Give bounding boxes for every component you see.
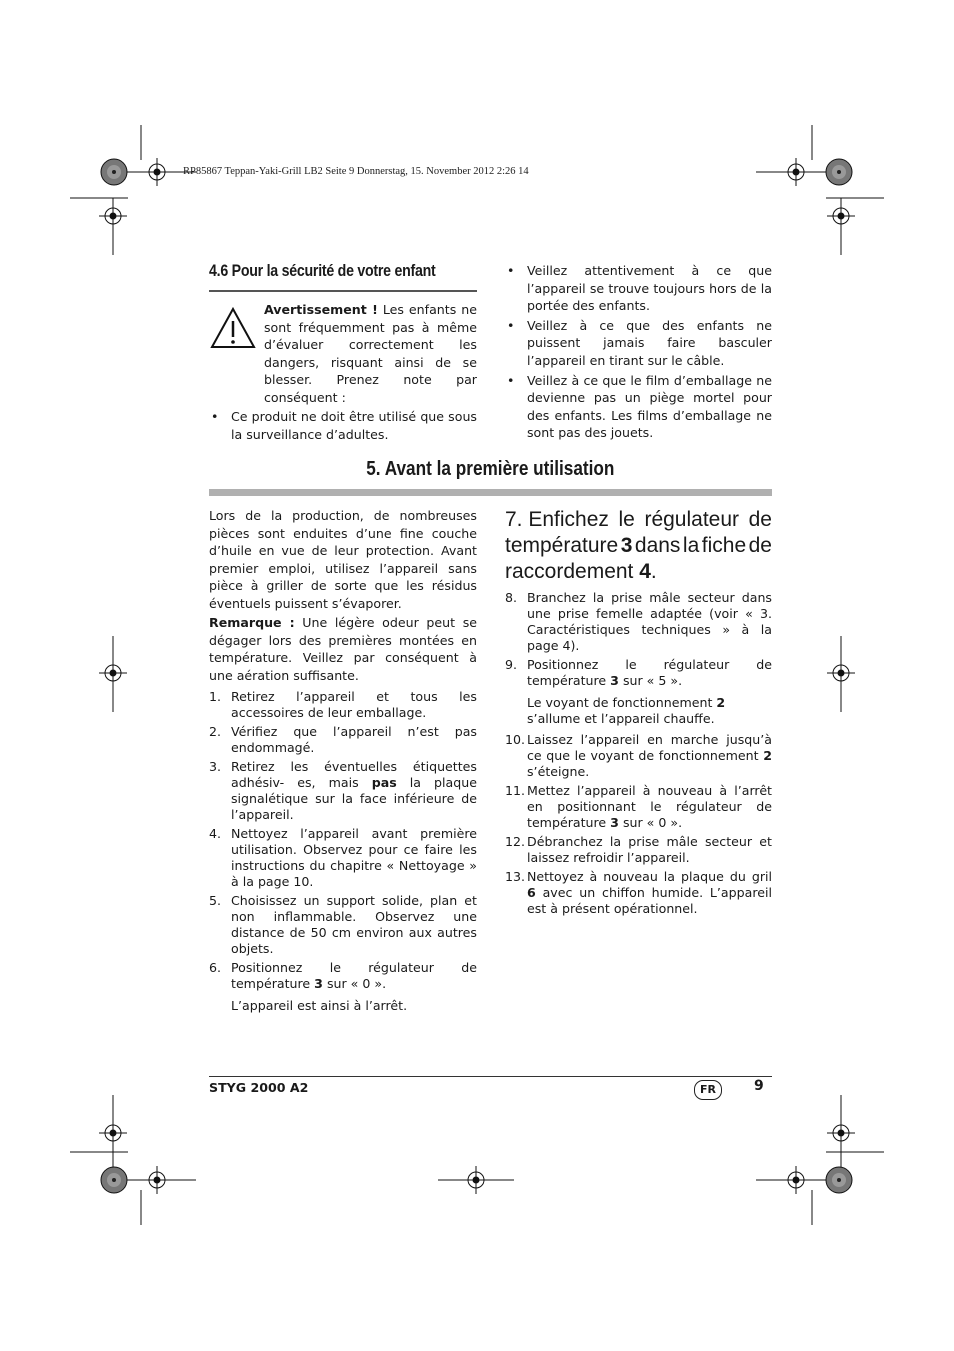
step-7-bold: 4	[639, 560, 651, 583]
step-number: 11.	[505, 783, 526, 798]
step-text: Positionnez le régulateur de température	[231, 960, 477, 991]
list-item	[505, 834, 772, 866]
step-text: Retirez les éventuelles étiquettes adhésiv- es, mais	[231, 759, 477, 790]
step-bold: 3	[610, 815, 619, 830]
step-7-line	[505, 507, 772, 533]
step-text: Nettoyez l’appareil avant première utilisation. Observez pour ce faire les instructions du chapitre « Nettoyage » à la page 10.	[231, 826, 477, 889]
step-7-bold: 3	[620, 534, 633, 557]
heading-rule	[209, 290, 477, 292]
footer-rule	[209, 1076, 772, 1077]
note-lead: Remarque :	[209, 615, 295, 630]
step-7-word: raccordement	[505, 560, 640, 583]
section-heading-4-6: 4.6 Pour la sécurité de votre enfant	[209, 262, 436, 280]
step-note: L’appareil est ainsi à l’arrêt.	[231, 998, 408, 1013]
step-7-word: .	[650, 560, 657, 583]
intro-paragraph: Lors de la production, de nombreuses pièces sont enduites d’une fine couche d’huile en vue de leur protection. Avant premier emploi, utilisez l’appareil sans pièce à griller de sorte que les résidus éventuels puissent s’évaporer.	[209, 508, 477, 611]
step-bold: 2	[716, 695, 726, 710]
step-bold: 3	[314, 976, 323, 991]
step-text: Branchez la prise mâle secteur dans une prise femelle adaptée (voir « 3. Caractéristiques techniques » à la page 4).	[527, 590, 772, 653]
step-number: 1.	[209, 689, 222, 704]
step-text: Vérifiez que l’appareil n’est pas endommagé.	[231, 724, 477, 755]
step-7-word: fiche	[701, 534, 747, 557]
step-7-word: Enfichez	[528, 508, 609, 531]
list-item: • Ce produit ne doit être utilisé que sous la surveillance d’adultes.	[209, 408, 477, 443]
step-number: 4.	[209, 826, 222, 841]
bullet-list-right	[505, 262, 772, 444]
step-text: s’éteigne.	[527, 764, 590, 779]
step-number: 3.	[209, 759, 222, 774]
step-7-word: le	[618, 508, 635, 531]
step-text: sur « 0 ».	[322, 976, 387, 991]
step-text: Laissez l’appareil en marche jusqu’à ce que le voyant de fonctionnement	[527, 732, 772, 763]
step-7-word: régulateur	[644, 508, 740, 531]
list-item	[505, 657, 772, 689]
list-item	[209, 689, 477, 721]
list-item	[209, 724, 477, 756]
step-note	[505, 695, 772, 727]
model-number: STYG 2000 A2	[209, 1080, 309, 1095]
step-bold: pas	[371, 775, 397, 790]
list-item	[209, 759, 477, 823]
step-bold: 2	[763, 748, 772, 763]
step-number: 13.	[505, 869, 526, 884]
list-item	[209, 893, 477, 957]
step-text: la plaque signalétique sur la face inférieure de l’appareil.	[231, 775, 477, 822]
step-text: Mettez l’appareil à nouveau à l’arrêt en positionnant le régulateur de température	[527, 783, 772, 830]
step-7-large	[505, 507, 772, 585]
warning-triangle-icon	[209, 306, 257, 350]
list-item	[209, 960, 477, 992]
list-item: • Veillez à ce que le film d’emballage ne devienne pas un piège mortel pour des enfants. Les films d’emballage ne sont pas des jouets.	[505, 372, 772, 442]
step-note-text: Le voyant de fonctionnement	[527, 695, 717, 710]
step-7-word: la	[682, 534, 700, 557]
list-item: • Veillez à ce que des enfants ne puissent jamais faire basculer l’appareil en tirant sur le câble.	[505, 317, 772, 370]
step-number: 12.	[505, 834, 526, 849]
step-text: sur « 0 ».	[618, 815, 683, 830]
step-number: 8.	[505, 590, 518, 605]
step-7-word: température	[505, 534, 619, 557]
page-number: 9	[754, 1078, 764, 1094]
list-item	[505, 590, 772, 654]
section-heading-5-text: 5. Avant la première utilisation	[366, 458, 615, 480]
steps-list-left	[209, 689, 477, 1019]
step-text: Positionnez le régulateur de température	[527, 657, 772, 688]
step-number: 2.	[209, 724, 222, 739]
step-7-line	[505, 533, 772, 559]
list-item	[505, 732, 772, 780]
step-text: avec un chiffon humide. L’appareil est à présent opérationnel.	[527, 885, 772, 916]
step-note-text: s’allume et l’appareil chauffe.	[527, 711, 715, 726]
step-text: sur « 5 ».	[618, 673, 683, 688]
step-7-word: de	[748, 508, 772, 531]
list-item	[505, 783, 772, 831]
note-body: Une légère odeur peut se dégager lors des premières montées en température. Veillez par conséquent à une aération suffisante.	[209, 615, 478, 683]
step-text: Nettoyez à nouveau la plaque du gril	[527, 869, 772, 884]
step-text: Retirez l’appareil et tous les accessoires de leur emballage.	[231, 689, 477, 720]
print-slug: RP85867 Teppan-Yaki-Grill LB2 Seite 9 Donnerstag, 15. November 2012 2:26 14	[183, 166, 529, 177]
step-7-line	[505, 559, 772, 585]
list-item: • Veillez attentivement à ce que l’appareil se trouve toujours hors de la portée des enfants.	[505, 262, 772, 315]
step-number: 6.	[209, 960, 222, 975]
step-text: Choisissez un support solide, plan et non inflammable. Observez une distance de 50 cm environ aux autres objets.	[231, 893, 477, 956]
bullet-list-left	[209, 408, 477, 445]
step-bold: 6	[527, 885, 536, 900]
warning-lead: Avertissement !	[264, 302, 378, 317]
step-7-word: de	[748, 534, 772, 557]
step-text: Débranchez la prise mâle secteur et laissez refroidir l’appareil.	[527, 834, 772, 865]
step-number: 7.	[505, 508, 523, 531]
steps-list-right	[505, 590, 772, 920]
step-7-word: dans	[634, 534, 681, 557]
step-number: 9.	[505, 657, 518, 672]
warning-body: Les enfants ne sont fréquemment pas à même d’évaluer correctement les dangers, risquant ainsi de se blesser. Prenez note par conséquent :	[264, 302, 477, 405]
heading-bar	[209, 489, 772, 496]
list-item	[505, 869, 772, 917]
section-heading-5	[209, 458, 772, 481]
note-paragraph	[209, 614, 477, 684]
warning-text	[264, 301, 477, 407]
step-number: 5.	[209, 893, 222, 908]
list-item	[209, 826, 477, 890]
step-number: 10.	[505, 732, 526, 747]
step-7-word	[505, 507, 609, 533]
language-badge: FR	[694, 1080, 722, 1100]
step-bold: 3	[610, 673, 619, 688]
